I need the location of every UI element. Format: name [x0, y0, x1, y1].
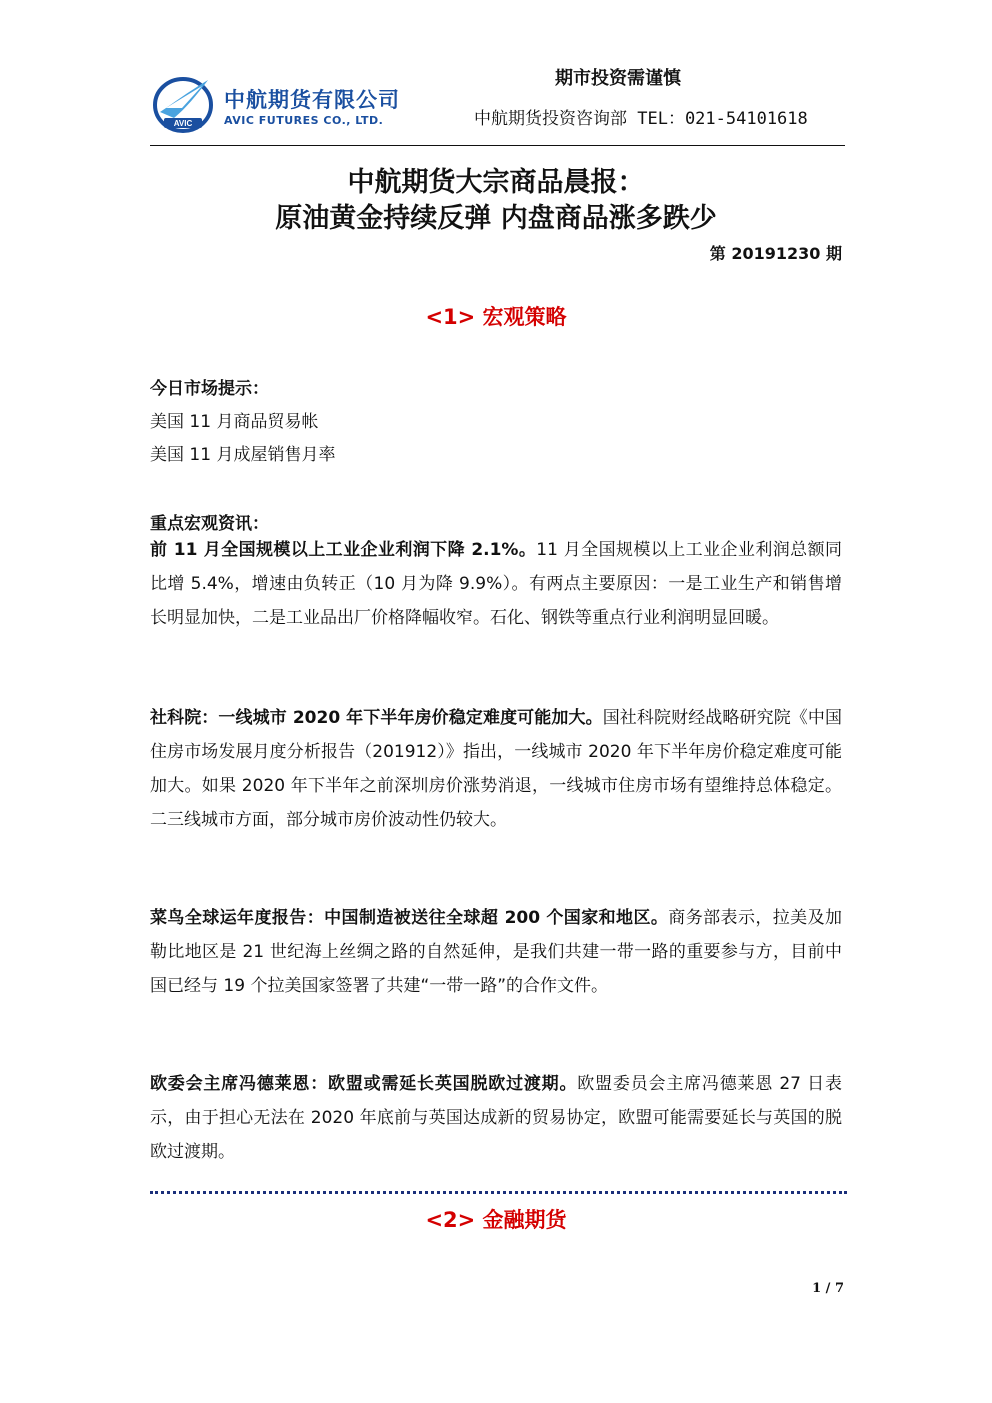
news-body: 欧盟委员会主席冯德莱恩 27 日表示，由于担心无法在 2020 年底前与英国达成新的贸易协定，欧盟可能需要延长与英国的脱欧过渡期。	[150, 1074, 842, 1162]
section-heading-financial-futures: <2> 金融期货	[425, 1208, 567, 1232]
macro-news-label: 重点宏观资讯：	[150, 514, 269, 534]
market-tip-item: 美国 11 月商品贸易帐	[150, 412, 319, 432]
issue-number: 第 20191230 期	[709, 244, 842, 263]
market-tips-label: 今日市场提示：	[150, 379, 269, 399]
report-title-line1: 中航期货大宗商品晨报：	[347, 167, 645, 198]
news-body: 商务部表示，拉美及加勒比地区是 21 世纪海上丝绸之路的自然延伸，是我们共建一带一路的重要参与方，目前中国已经与 19 个拉美国家签署了共建“一带一路”的合作文件。	[150, 908, 843, 996]
contact-info: 中航期货投资咨询部 TEL：021-54101618	[474, 109, 808, 129]
news-item	[150, 701, 842, 837]
logo-company-name-en: AVIC FUTURES CO., LTD.	[224, 114, 384, 127]
news-headline: 前 11 月全国规模以上工业企业利润下降 2.1%。	[150, 540, 537, 560]
section-divider	[150, 1191, 847, 1194]
header-divider	[150, 145, 845, 146]
company-logo	[152, 72, 422, 142]
market-tip-item: 美国 11 月成屋销售月率	[150, 445, 336, 465]
report-title-line2: 原油黄金持续反弹 内盘商品涨多跌少	[275, 203, 717, 234]
news-body: 国社科院财经战略研究院《中国住房市场发展月度分析报告（201912）》指出，一线城市 2020 年下半年房价稳定难度可能加大。如果 2020 年下半年之前深圳房价涨势消退，一线城市住房市场有望维持总体稳定。二三线城市方面，部分城市房价波动性仍较大。	[150, 708, 843, 830]
section-heading-macro: <1> 宏观策略	[425, 305, 567, 329]
investment-warning: 期市投资需谨慎	[555, 68, 681, 89]
news-item	[150, 533, 842, 635]
news-headline: 菜鸟全球运年度报告：中国制造被送往全球超 200 个国家和地区。	[150, 908, 669, 928]
news-headline: 社科院：一线城市 2020 年下半年房价稳定难度可能加大。	[150, 708, 603, 728]
news-item	[150, 1067, 842, 1169]
news-headline: 欧委会主席冯德莱恩：欧盟或需延长英国脱欧过渡期。	[150, 1074, 578, 1094]
page-number: 1 / 7	[812, 1281, 844, 1296]
avic-plane-logo-icon	[152, 74, 214, 136]
logo-company-name-cn: 中航期货有限公司	[224, 88, 400, 112]
news-item	[150, 901, 842, 1003]
news-body: 11 月全国规模以上工业企业利润总额同比增 5.4%，增速由负转正（10 月为降 9.9%）。有两点主要原因：一是工业生产和销售增长明显加快，二是工业品出厂价格降幅收窄。石化、钢铁等重点行业利润明显回暖。	[150, 540, 842, 628]
svg-text:AVIC: AVIC	[173, 119, 193, 128]
